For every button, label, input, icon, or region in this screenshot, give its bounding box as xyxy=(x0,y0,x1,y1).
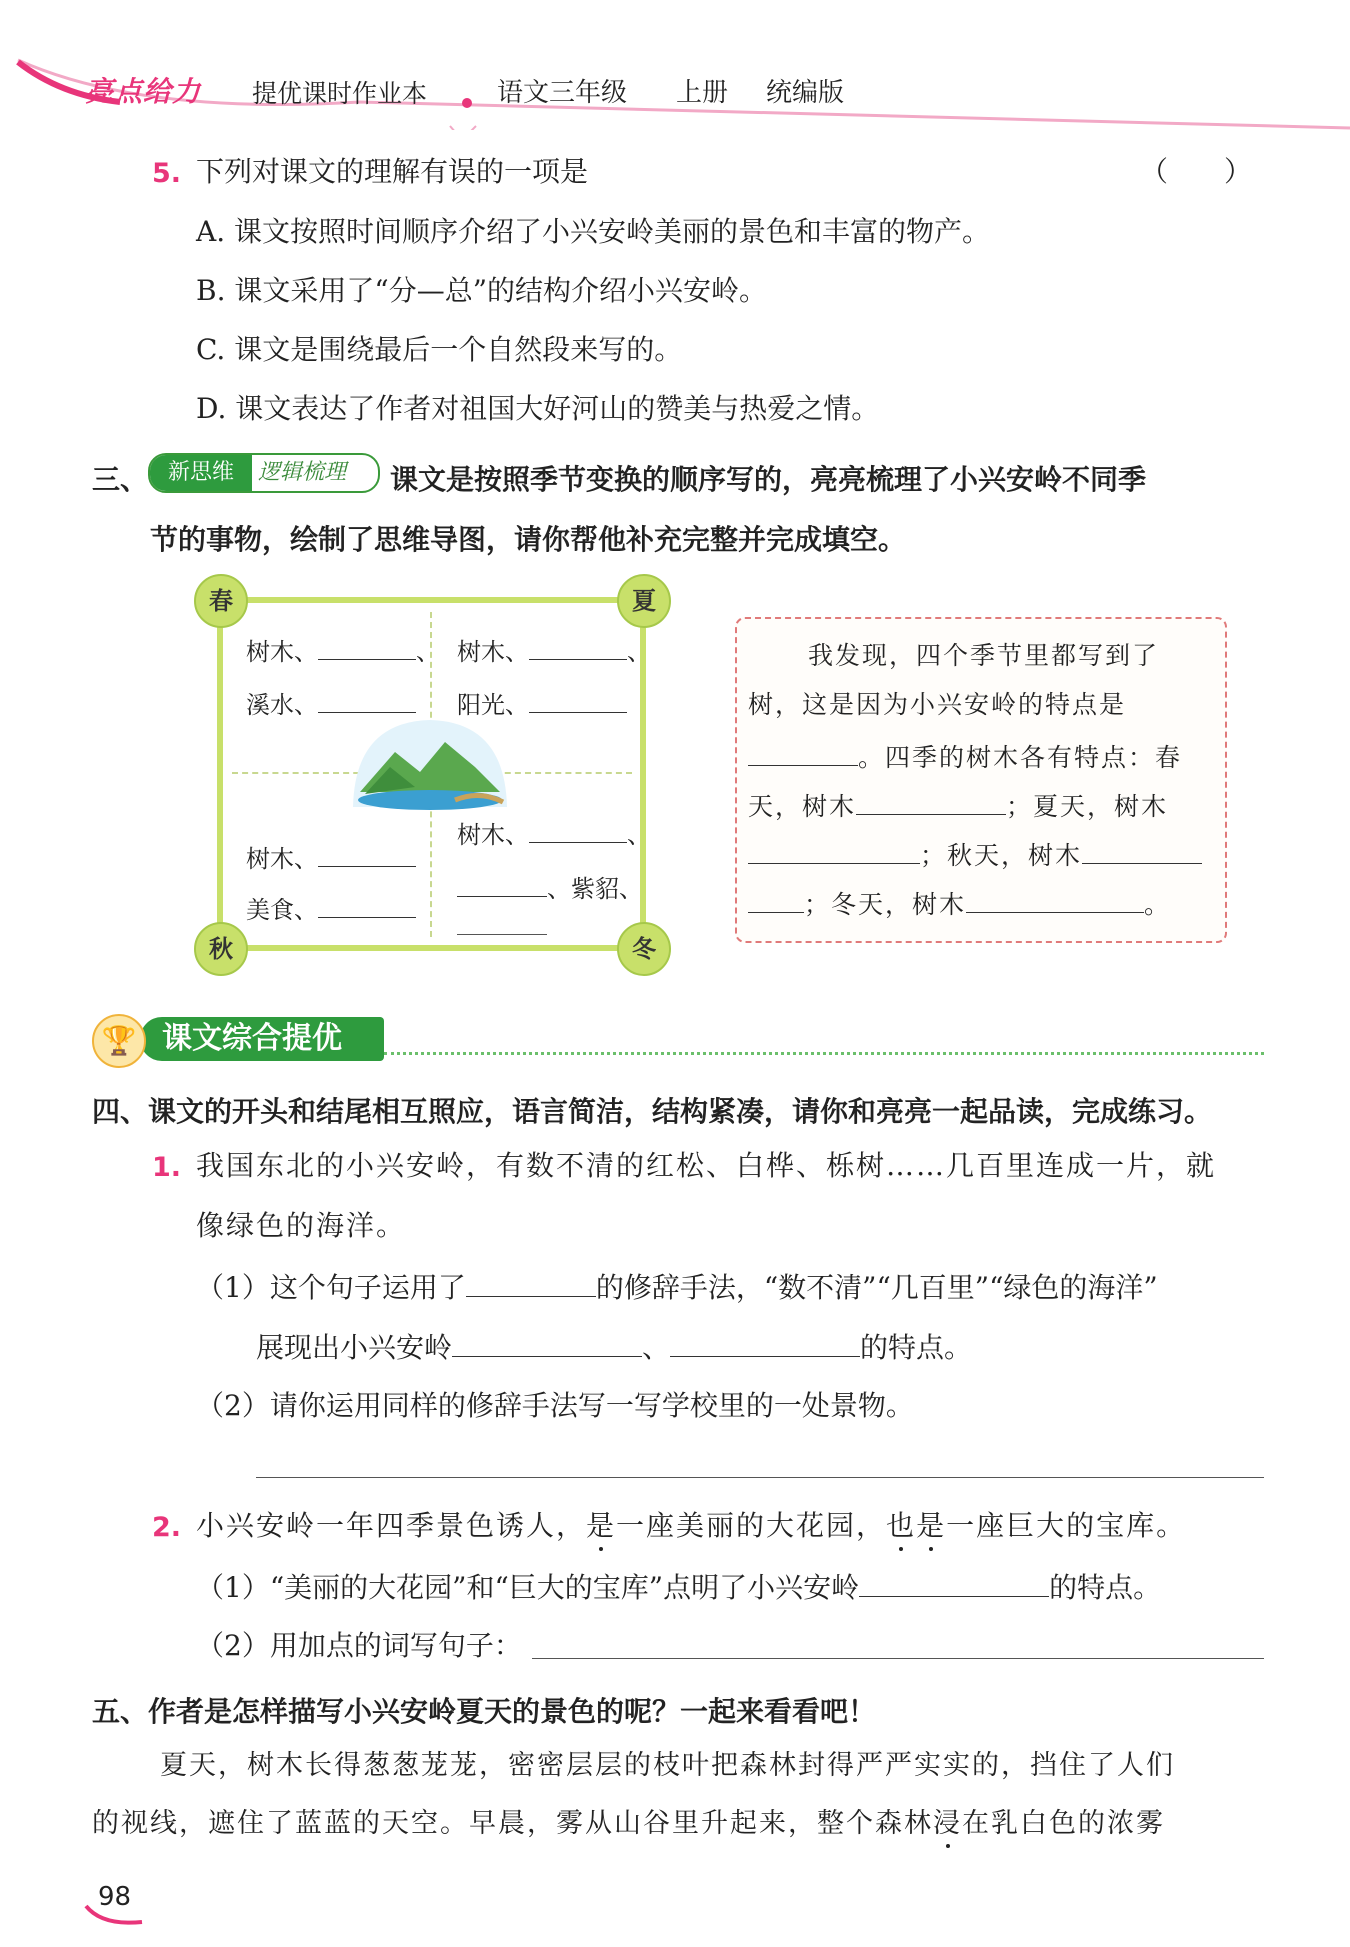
passage-text-c: 在乳白色的浓雾 xyxy=(962,1808,1165,1839)
autumn-tree-blank-a[interactable] xyxy=(1082,839,1202,864)
edition-label: 统编版 xyxy=(766,78,845,108)
statement-winter: ；冬天，树木 xyxy=(804,890,967,919)
mindmap-top-bar xyxy=(220,597,640,603)
autumn-tree-blank-b[interactable] xyxy=(748,888,804,913)
statement-line4 xyxy=(748,790,1168,819)
volume-label: 上册 xyxy=(676,78,729,108)
autumn-label-trees: 树木、 xyxy=(246,845,318,873)
q2-feature-blank[interactable] xyxy=(859,1572,1049,1597)
q2-text-c: 一座美丽的大花园， xyxy=(616,1509,887,1542)
spring-blank-2[interactable] xyxy=(318,688,416,713)
subject-label: 语文三年级 xyxy=(497,78,628,108)
badge-main: 新思维 xyxy=(150,455,252,491)
winter-tree-blank[interactable] xyxy=(966,888,1144,913)
q2-text-f: 一座巨大的宝库。 xyxy=(946,1509,1187,1542)
q1-1-text-a: （1）这个句子运用了 xyxy=(196,1271,466,1304)
sec5-title: 五、作者是怎样描写小兴安岭夏天的景色的呢？一起来看看吧！ xyxy=(92,1695,877,1728)
season-winter: 冬 xyxy=(617,922,671,976)
statement-end: 。 xyxy=(1144,890,1172,919)
autumn-blank-1[interactable] xyxy=(318,842,416,867)
spring-label-stream: 溪水、 xyxy=(246,691,318,719)
q1-line1: 我国东北的小兴安岭，有数不清的红松、白桦、栎树……几百里连成一片，就 xyxy=(196,1149,1217,1182)
winter-item-sable xyxy=(457,872,643,901)
summer-blank-2[interactable] xyxy=(529,688,627,713)
q1-number: 1. xyxy=(152,1152,182,1183)
q1-1-text-c: 展现出小兴安岭 xyxy=(256,1331,453,1364)
spring-item-stream xyxy=(246,688,416,717)
summer-item-sun xyxy=(457,688,627,717)
q1-1-line1 xyxy=(196,1272,1158,1302)
passage-text-a: 的视线，遮住了蓝蓝的天空。早晨，雾从山谷里升起来，整个森林 xyxy=(92,1808,933,1839)
q1-1-text-b: 的修辞手法，“数不清”“几百里”“绿色的海洋” xyxy=(595,1271,1158,1304)
summer-blank-1[interactable] xyxy=(529,635,627,660)
summer-label-sun: 阳光、 xyxy=(457,691,529,719)
summer-tree-blank[interactable] xyxy=(748,839,920,864)
statement-line1: 我发现，四个季节里都写到了 xyxy=(808,641,1160,670)
mindmap-bottom-bar xyxy=(220,945,640,951)
passage-line2 xyxy=(92,1810,1165,1837)
sec3-instruction-line1: 课文是按照季节变换的顺序写的，亮亮梳理了小兴安岭不同季 xyxy=(390,463,1147,496)
q5-answer-paren[interactable]: （ ） xyxy=(1140,155,1253,188)
q2-dotted-word-1: 是 xyxy=(586,1509,617,1542)
spring-sep: 、 xyxy=(416,638,440,666)
q2-dotted-word-3: 是 xyxy=(916,1509,947,1542)
winter-sep: 、 xyxy=(627,821,651,849)
statement-line5 xyxy=(748,839,1202,868)
sec4-title: 四、课文的开头和结尾相互照应，语言简洁，结构紧凑，请你和亮亮一起品读，完成练习。 xyxy=(92,1095,1213,1128)
q1-1-text-e: 的特点。 xyxy=(860,1331,973,1364)
autumn-item-food xyxy=(246,893,416,922)
spring-tree-blank[interactable] xyxy=(856,790,1006,815)
autumn-label-food: 美食、 xyxy=(246,896,318,924)
season-spring: 春 xyxy=(194,574,248,628)
q5-number: 5. xyxy=(152,158,182,189)
book-subtitle: 提优课时作业本 xyxy=(252,79,428,108)
mindmap-left-bar xyxy=(217,625,223,930)
season-summer: 夏 xyxy=(617,574,671,628)
statement-autumn: ；秋天，树木 xyxy=(920,841,1083,870)
statement-spring: 天，树木 xyxy=(748,792,857,821)
passage-line1: 夏天，树木长得葱葱茏茏，密密层层的枝叶把森林封得严严实实的，挡住了人们 xyxy=(160,1750,1175,1781)
q1-2-prompt: （2）请你运用同样的修辞手法写一写学校里的一处景物。 xyxy=(196,1389,914,1422)
q2-sentence xyxy=(196,1509,1187,1542)
badge-sub: 逻辑梳理 xyxy=(258,460,347,485)
winter-label-sable: 、紫貂、 xyxy=(547,875,643,903)
feature-blank[interactable] xyxy=(748,741,858,766)
statement-summer: ；夏天，树木 xyxy=(1006,792,1169,821)
autumn-blank-2[interactable] xyxy=(318,893,416,918)
q2-1-text-a: （1）“美丽的大花园”和“巨大的宝库”点明了小兴安岭 xyxy=(196,1571,860,1604)
summer-label-trees: 树木、 xyxy=(457,638,529,666)
brand-logo: 亮点给力 xyxy=(85,75,202,108)
statement-line2: 树，这是因为小兴安岭的特点是 xyxy=(748,690,1127,719)
winter-blank-2[interactable] xyxy=(457,872,547,897)
statement-line6 xyxy=(748,888,1171,917)
section-banner: 课文综合提优 xyxy=(140,1017,384,1061)
header-swoosh xyxy=(0,40,1350,130)
feature-blank-1[interactable] xyxy=(452,1332,642,1357)
trophy-icon: 🏆 xyxy=(92,1014,146,1068)
q1-1-line2 xyxy=(256,1332,972,1362)
new-thinking-badge xyxy=(148,453,380,493)
season-autumn: 秋 xyxy=(194,922,248,976)
q5-option-b: B. 课文采用了“分—总”的结构介绍小兴安岭。 xyxy=(196,274,768,307)
q2-1-line xyxy=(196,1572,1161,1602)
q1-1-text-d: 、 xyxy=(642,1331,671,1364)
q1-line2: 像绿色的海洋。 xyxy=(196,1209,407,1242)
spring-item-trees xyxy=(246,635,440,664)
sec3-instruction-line2: 节的事物，绘制了思维导图，请你帮他补充完整并完成填空。 xyxy=(150,523,907,556)
q2-2-prompt: （2）用加点的词写句子： xyxy=(196,1629,522,1662)
winter-blank-1[interactable] xyxy=(529,818,627,843)
winter-item-trees xyxy=(457,818,651,847)
spring-blank-1[interactable] xyxy=(318,635,416,660)
autumn-item-trees xyxy=(246,842,416,871)
q2-number: 2. xyxy=(152,1512,182,1543)
q5-option-a: A. 课文按照时间顺序介绍了小兴安岭美丽的景色和丰富的物产。 xyxy=(196,215,991,248)
q5-stem: 下列对课文的理解有误的一项是 xyxy=(196,155,589,188)
winter-label-trees: 树木、 xyxy=(457,821,529,849)
q2-2-answer-line[interactable] xyxy=(532,1658,1264,1659)
summer-sep: 、 xyxy=(627,638,651,666)
header-dot xyxy=(462,98,472,108)
q2-dotted-word-2: 也 xyxy=(886,1509,917,1542)
statement-line3 xyxy=(748,741,1182,770)
passage-dotted-word: 浸 xyxy=(933,1808,962,1839)
statement-line3-text: 。四季的树木各有特点：春 xyxy=(858,743,1183,772)
sec3-label: 三、 xyxy=(92,463,149,496)
q5-option-d: D. 课文表达了作者对祖国大好河山的赞美与热爱之情。 xyxy=(196,392,880,425)
rhetoric-blank[interactable] xyxy=(466,1272,596,1297)
spring-label-trees: 树木、 xyxy=(246,638,318,666)
section-divider xyxy=(384,1052,1264,1055)
q1-2-answer-line[interactable] xyxy=(256,1477,1264,1478)
summer-item-trees xyxy=(457,635,651,664)
q5-option-c: C. 课文是围绕最后一个自然段来写的。 xyxy=(196,333,683,366)
mountain-lake-picture xyxy=(345,712,515,812)
q2-1-text-b: 的特点。 xyxy=(1049,1571,1162,1604)
feature-blank-2[interactable] xyxy=(670,1332,860,1357)
page-number: 98 xyxy=(98,1882,132,1912)
winter-blank-3[interactable] xyxy=(457,934,547,935)
q2-text-a: 小兴安岭一年四季景色诱人， xyxy=(196,1509,587,1542)
